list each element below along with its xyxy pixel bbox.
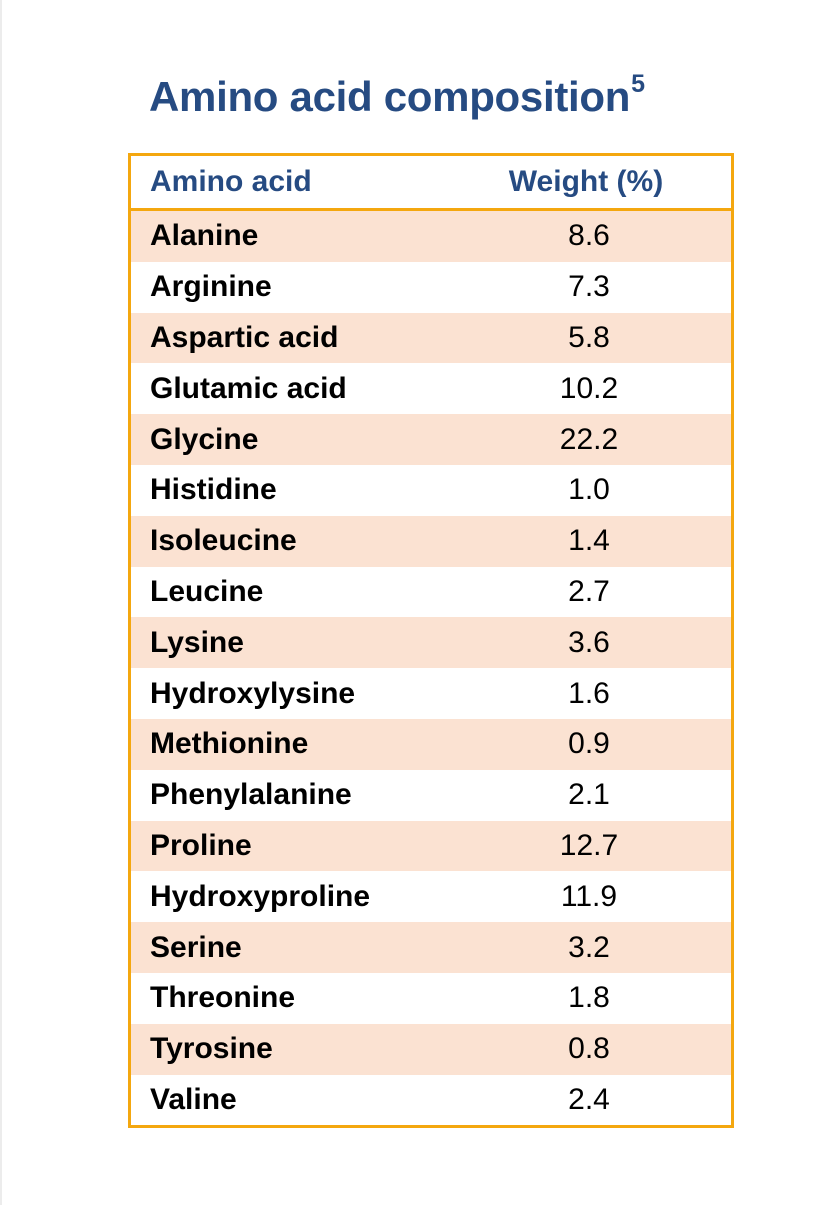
weight-value: 1.8 (568, 981, 610, 1015)
table-row (131, 363, 731, 414)
weight-value: 3.2 (568, 930, 610, 964)
table-row (131, 821, 731, 872)
weight-value: 0.9 (568, 727, 610, 761)
table-row (131, 465, 731, 516)
weight-value: 5.8 (568, 320, 610, 354)
weight-value: 10.2 (559, 371, 619, 405)
table-body (131, 211, 731, 1125)
amino-acid-name: Phenylalanine (150, 778, 352, 812)
weight-value: 7.3 (568, 270, 610, 304)
weight-value: 1.0 (568, 473, 610, 507)
table-row (131, 973, 731, 1024)
weight-value: 8.6 (568, 219, 610, 253)
weight-value: 2.7 (568, 574, 610, 608)
page-title-text: Amino acid composition (149, 73, 631, 120)
header-weight: Weight (%) (508, 165, 664, 198)
amino-acid-name: Leucine (150, 574, 264, 608)
amino-acid-name: Aspartic acid (150, 320, 339, 354)
table-row (131, 922, 731, 973)
weight-value: 1.6 (568, 676, 610, 710)
table-header (131, 156, 731, 211)
title-footnote-ref: 5 (631, 70, 645, 98)
weight-value: 22.2 (559, 422, 619, 456)
weight-value: 12.7 (559, 828, 619, 862)
weight-value: 0.8 (568, 1032, 610, 1066)
amino-acid-name: Methionine (150, 727, 309, 761)
table-row (131, 770, 731, 821)
page-title (149, 62, 645, 123)
amino-acid-name: Valine (150, 1082, 237, 1116)
table-row (131, 719, 731, 770)
weight-value: 11.9 (560, 879, 618, 913)
table-row (131, 617, 731, 668)
table-row (131, 414, 731, 465)
weight-value: 3.6 (568, 625, 610, 659)
amino-acid-name: Serine (150, 930, 242, 964)
amino-acid-name: Isoleucine (150, 524, 297, 558)
amino-acid-name: Alanine (150, 219, 259, 253)
table-row (131, 313, 731, 364)
table-row (131, 871, 731, 922)
amino-acid-name: Arginine (150, 270, 272, 304)
table-row (131, 516, 731, 567)
amino-acid-name: Threonine (150, 981, 296, 1015)
table-row (131, 211, 731, 262)
table-row (131, 262, 731, 313)
weight-value: 1.4 (568, 524, 610, 558)
header-amino-acid: Amino acid (150, 165, 312, 198)
page-edge (0, 0, 2, 1205)
amino-acid-name: Tyrosine (150, 1032, 273, 1066)
table-row (131, 1075, 731, 1126)
table-row (131, 567, 731, 618)
weight-value: 2.4 (568, 1082, 610, 1116)
amino-acid-table (128, 153, 734, 1128)
amino-acid-name: Hydroxyproline (150, 879, 371, 913)
table-row (131, 1024, 731, 1075)
amino-acid-name: Hydroxylysine (150, 676, 356, 710)
amino-acid-name: Proline (150, 828, 252, 862)
amino-acid-name: Histidine (150, 473, 277, 507)
amino-acid-name: Lysine (150, 625, 244, 659)
amino-acid-name: Glutamic acid (150, 371, 347, 405)
table-row (131, 668, 731, 719)
weight-value: 2.1 (568, 778, 610, 812)
amino-acid-name: Glycine (150, 422, 259, 456)
